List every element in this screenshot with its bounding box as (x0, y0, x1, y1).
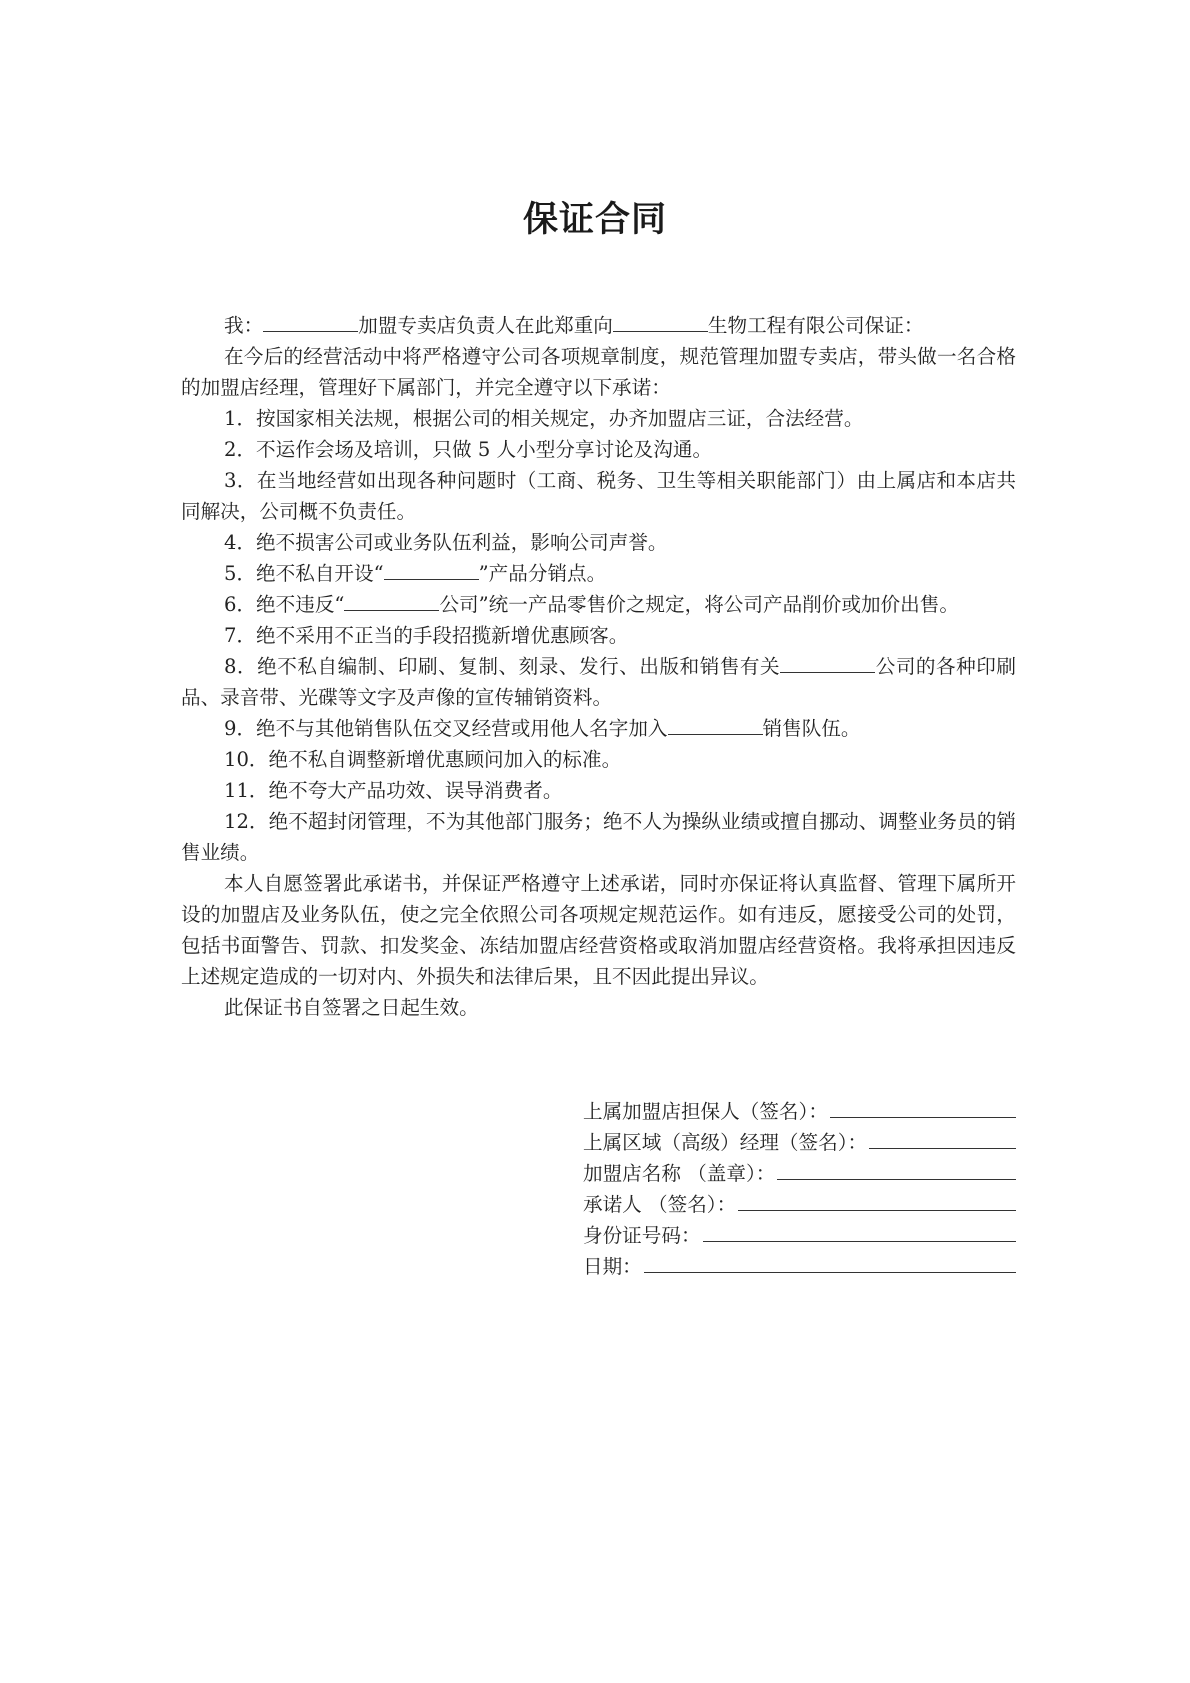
signature-label: 日期： (583, 1255, 642, 1278)
signature-row-promisor (583, 1186, 1016, 1217)
signature-row-regional-manager (583, 1124, 1016, 1155)
closing-paragraph: 本人自愿签署此承诺书，并保证严格遵守上述承诺，同时亦保证将认真监督、管理下属所开设的加盟店及业务队伍，使之完全依照公司各项规定规范运作。如有违反，愿接受公司的处罚，包括书面警告、罚款、扣发奖金、冻结加盟店经营资格或取消加盟店经营资格。我将承担因违反上述规定造成的一切对内、外损失和法律后果，且不因此提出异议。 (181, 872, 1016, 988)
signature-label: 上属区域（高级）经理（签名）： (583, 1131, 868, 1154)
item-9-text-a: 9．绝不与其他销售队伍交叉经营或用他人名字加入 (224, 717, 668, 740)
item-1: 1．按国家相关法规，根据公司的相关规定，办齐加盟店三证，合法经营。 (224, 407, 864, 430)
item-9 (181, 713, 1016, 744)
signature-line[interactable] (644, 1272, 1016, 1273)
signature-block (583, 1093, 1016, 1279)
signature-line[interactable] (869, 1148, 1016, 1149)
signature-line[interactable] (777, 1179, 1016, 1180)
intro-text-3: 生物工程有限公司保证： (707, 314, 924, 337)
blank-line (613, 311, 708, 332)
item-5-text-a: 5．绝不私自开设“ (224, 562, 384, 585)
signature-label: 上属加盟店担保人（签名）： (583, 1100, 828, 1123)
item-10: 10．绝不私自调整新增优惠顾问加入的标准。 (224, 748, 622, 771)
signature-row-id-number (583, 1217, 1016, 1248)
item-4: 4．绝不损害公司或业务队伍利益，影响公司声誉。 (224, 531, 668, 554)
preamble-paragraph: 在今后的经营活动中将严格遵守公司各项规章制度，规范管理加盟专卖店，带头做一名合格的加盟店经理，管理好下属部门，并完全遵守以下承诺： (181, 345, 1016, 399)
signature-row-guarantor (583, 1093, 1016, 1124)
item-3: 3．在当地经营如出现各种问题时（工商、税务、卫生等相关职能部门）由上属店和本店共同解决，公司概不负责任。 (181, 469, 1016, 523)
intro-text-2: 加盟专卖店负责人在此郑重向 (358, 314, 613, 337)
item-6-text-a: 6．绝不违反“ (224, 593, 345, 616)
document-title: 保证合同 (522, 200, 667, 240)
effective-paragraph: 此保证书自签署之日起生效。 (224, 996, 479, 1019)
item-6-text-b: 公司”统一产品零售价之规定，将公司产品削价或加价出售。 (439, 593, 959, 616)
item-11: 11．绝不夸大产品功效、误导消费者。 (224, 779, 563, 802)
item-12: 12．绝不超封闭管理，不为其他部门服务；绝不人为操纵业绩或擅自挪动、调整业务员的销售业绩。 (181, 810, 1016, 864)
intro-text-1: 我： (224, 314, 264, 337)
signature-label: 加盟店名称 （盖章）： (583, 1162, 776, 1185)
blank-line (384, 559, 479, 580)
signature-label: 身份证号码： (583, 1224, 701, 1247)
document-body (181, 310, 1016, 1023)
item-8-text-b: 公司的各种印刷品、录音带、光碟等文字及声像的宣传辅销资料。 (181, 655, 1016, 709)
signature-label: 承诺人 （签名）： (583, 1193, 737, 1216)
signature-row-store-name (583, 1155, 1016, 1186)
item-7: 7．绝不采用不正当的手段招揽新增优惠顾客。 (224, 624, 629, 647)
signature-line[interactable] (703, 1241, 1016, 1242)
blank-line (780, 652, 875, 673)
item-5-text-b: ”产品分销点。 (478, 562, 607, 585)
item-8 (181, 651, 1016, 713)
signature-row-date (583, 1248, 1016, 1279)
blank-line (263, 311, 358, 332)
signature-line[interactable] (738, 1210, 1016, 1211)
item-2: 2．不运作会场及培训，只做 5 人小型分享讨论及沟通。 (224, 438, 713, 461)
signature-line[interactable] (830, 1117, 1016, 1118)
blank-line (668, 714, 763, 735)
blank-line (344, 590, 439, 611)
item-9-text-b: 销售队伍。 (762, 717, 861, 740)
item-5 (181, 558, 1016, 589)
intro-paragraph (181, 310, 1016, 341)
item-8-text-a: 8．绝不私自编制、印刷、复制、刻录、发行、出版和销售有关 (224, 655, 781, 678)
item-6 (181, 589, 1016, 620)
